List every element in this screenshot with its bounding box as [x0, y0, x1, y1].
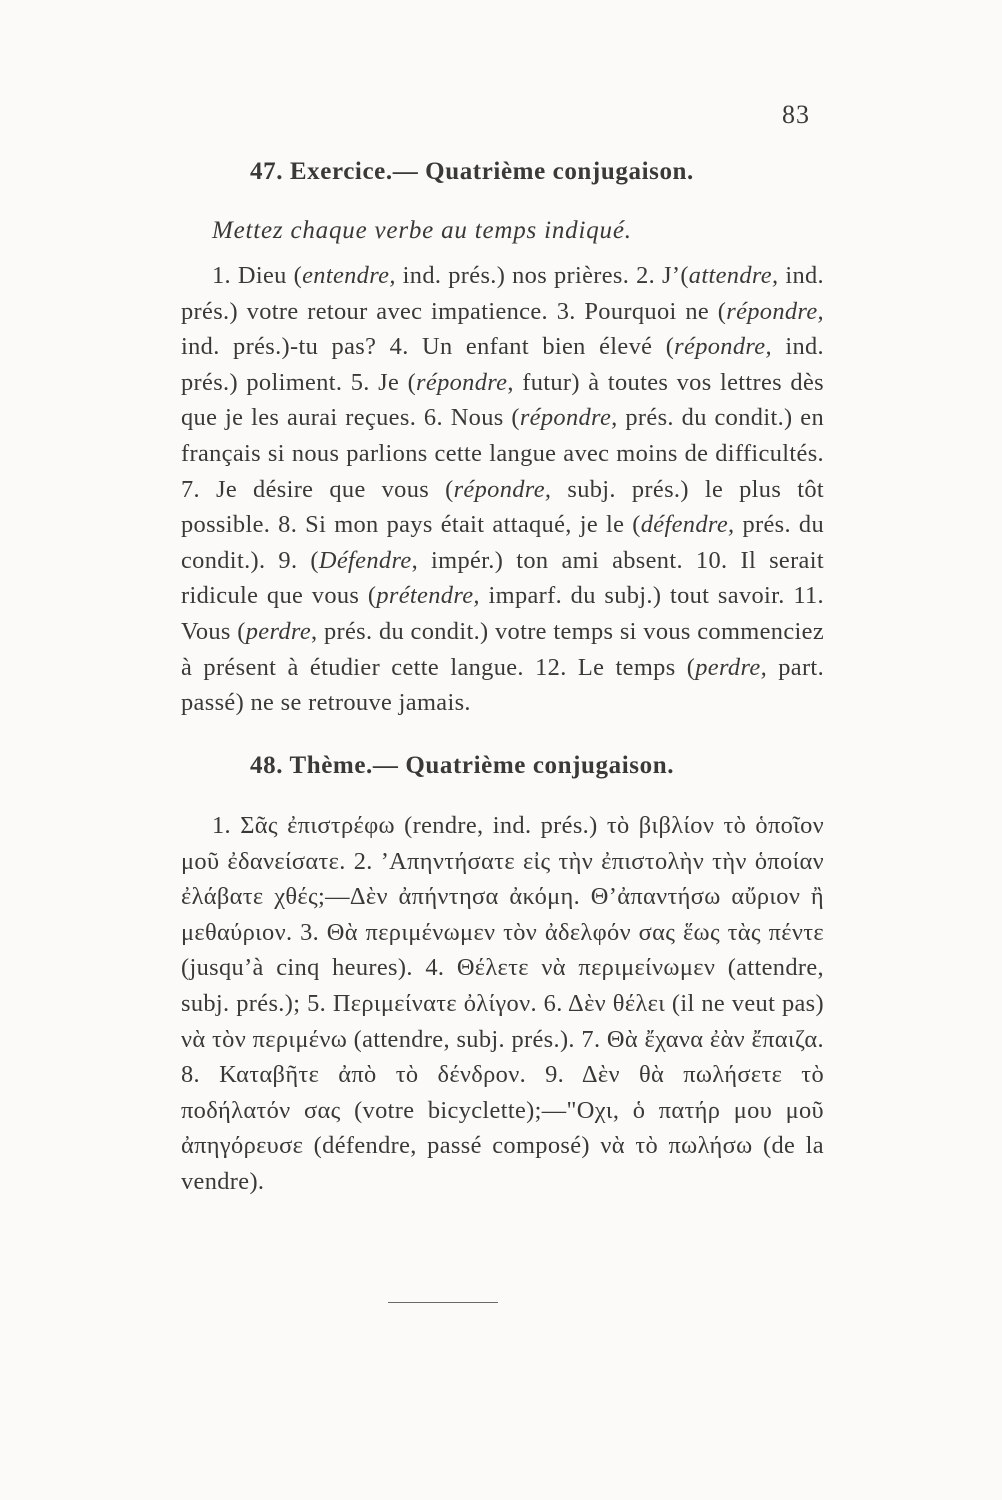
- italic-run: défendre,: [640, 511, 735, 539]
- text-run: ind. prés.) votre retour avec impatience. 3. Pourquoi ne (: [181, 262, 824, 325]
- text-run: , futur) à toutes vos lettres dès que je les aurai reçues. 6. Nous (: [181, 368, 824, 432]
- text-run: ind. prés.) nos prières. 2. J’(: [395, 262, 689, 289]
- exercise-47-instruction: Mettez chaque verbe au temps indiqué.: [212, 217, 632, 244]
- italic-run: Défendre: [318, 546, 412, 574]
- text-run: ind. prés.)-tu pas? 4. Un enfant bien élevé (: [181, 333, 675, 361]
- text-run: part. passé) ne se retrouve jamais.: [181, 653, 825, 717]
- italic-run: entendre,: [302, 262, 396, 289]
- section-divider-rule: [388, 1302, 498, 1303]
- italic-run: attendre,: [688, 262, 779, 289]
- italic-run: répondre,: [674, 333, 772, 361]
- italic-run: répondre,: [726, 297, 824, 325]
- exercise-48-text: [181, 808, 824, 1200]
- text-run: prés. du condit.) en français si nous parlions cette langue avec moins de difficultés. 7. Je désire que vous (: [181, 404, 824, 503]
- italic-run: répondre: [416, 368, 508, 396]
- italic-run: perdre,: [695, 653, 768, 681]
- text-run: subj. prés.) le plus tôt possible. 8. Si mon pays était attaqué, je le (: [181, 475, 824, 539]
- text-run: imparf. du subj.) tout savoir. 11. Vous (: [181, 582, 824, 645]
- text-run: ind. prés.) poliment. 5. Je (: [181, 333, 824, 396]
- italic-run: perdre: [245, 617, 312, 645]
- italic-run: répondre,: [519, 404, 618, 432]
- text-run: prés. du condit.). 9. (: [181, 511, 825, 574]
- italic-run: répondre,: [453, 475, 552, 503]
- exercise-47-text: [181, 258, 824, 721]
- exercise-47-heading: 47. Exercice.— Quatrième conjugaison.: [250, 158, 694, 185]
- text-run: , impér.) ton ami absent. 10. Il serait ridicule que vous (: [181, 546, 824, 610]
- exercise-48-heading: 48. Thème.— Quatrième conjugaison.: [250, 752, 675, 779]
- text-run: 1. Dieu (: [212, 262, 303, 289]
- text-run: , prés. du condit.) votre temps si vous commenciez à présent à étudier cette langue. 12. Le temps (: [181, 617, 825, 681]
- page-number: 83: [782, 100, 810, 129]
- text-run: 1. Σᾶς ἐπιστρέφω (rendre, ind. prés.) τὸ βιβλίον τὸ ὁποῖον μοῦ ἐδανείσατε. 2. ’Απηντήσατε εἰς τὴν ἐπιστολὴν τὴν ὁποίαν ἐλάβατε χθές;—Δὲν ἀπήντησα ἀκόμη. Θ’ἀπαντήσω αὔριον ἢ μεθαύριον. 3. Θὰ περιμένωμεν τὸν ἀδελφόν σας ἕως τὰς πέντε (jusqu’à cinq heures). 4. Θέλετε νὰ περιμείνωμεν (attendre, subj. prés.); 5. Περιμείνατε ὀλίγον. 6. Δὲν θέλει (il ne veut pas) νὰ τὸν περιμένω (attendre, subj. prés.). 7. Θὰ ἔχανα ἐὰν ἔπαιζα. 8. Καταβῆτε ἀπὸ τὸ δένδρον. 9. Δὲν θὰ πωλήσετε τὸ ποδήλατόν σας (votre bicyclette);—"Οχι, ὁ πατήρ μου μοῦ ἀπηγόρευσε (défendre, passé composé) νὰ τὸ πωλήσω (de la vendre).: [181, 812, 824, 1195]
- italic-run: prétendre,: [376, 582, 480, 610]
